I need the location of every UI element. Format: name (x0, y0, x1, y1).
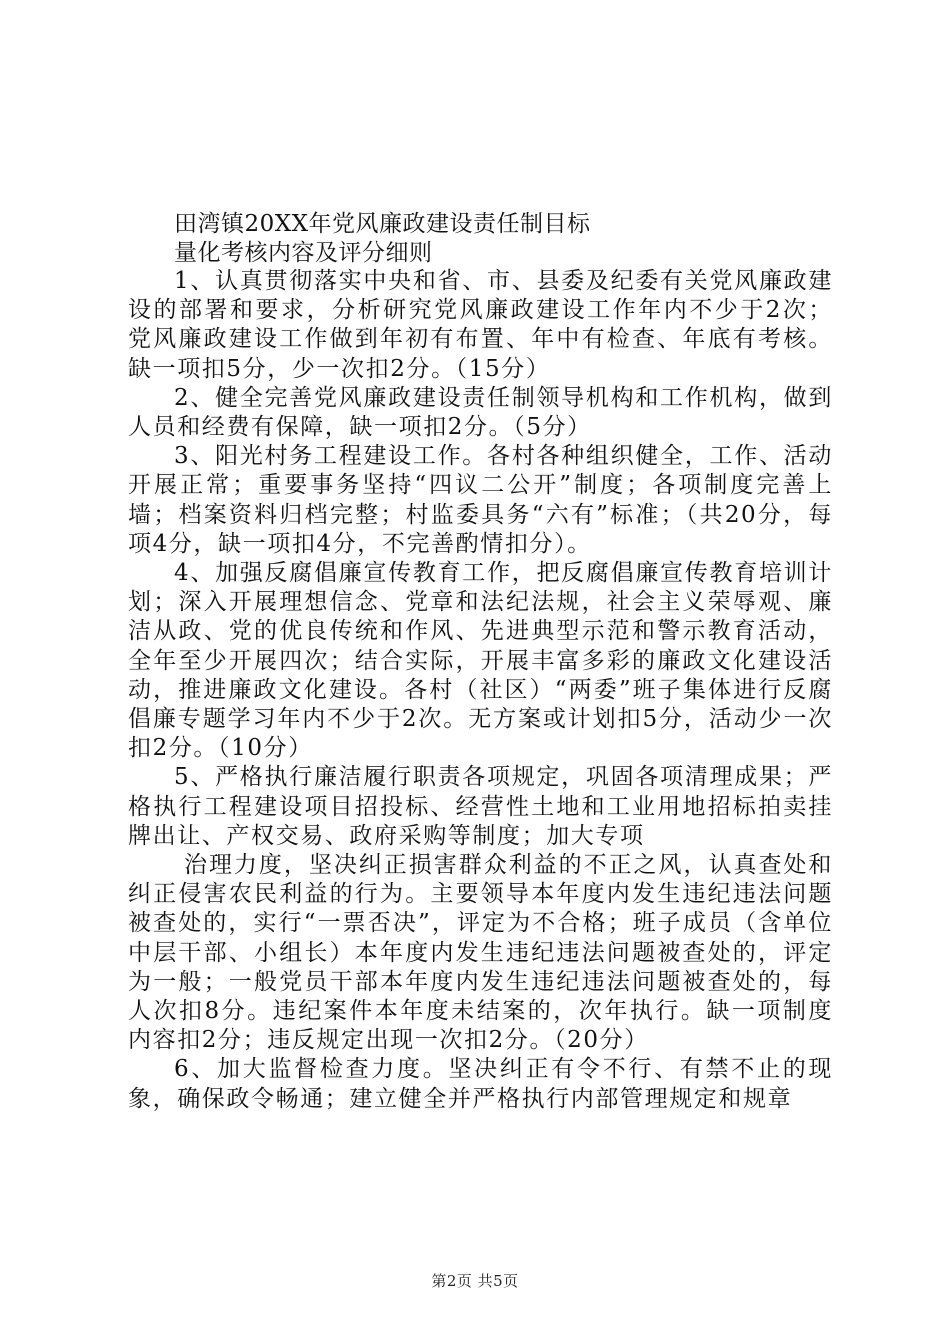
paragraph-item-1: 1、认真贯彻落实中央和省、市、县委及纪委有关党风廉政建设的部署和要求，分析研究党风廉政建设工作年内不少于2次；党风廉政建设工作做到年初有布置、年中有检查、年底有考核。缺一项扣5分，少一次扣2分。（15分） (128, 268, 833, 382)
paragraph-item-4: 4、加强反腐倡廉宣传教育工作，把反腐倡廉宣传教育培训计划；深入开展理想信念、党章和法纪法规，社会主义荣辱观、廉洁从政、党的优良传统和作风、先进典型示范和警示教育活动，全年至少开展四次；结合实际，开展丰富多彩的廉政文化建设活动，推进廉政文化建设。各村（社区）“两委”班子集体进行反腐倡廉专题学习年内不少于2次。无方案或计划扣5分，活动少一次扣2分。（10分） (128, 560, 833, 762)
page-number-footer: 第2页 共5页 (431, 1272, 519, 1290)
paragraph-item-2: 2、健全完善党风廉政建设责任制领导机构和工作机构，做到人员和经费有保障，缺一项扣2分。（5分） (128, 384, 833, 441)
document-title-line-2: 量化考核内容及评分细则 (174, 239, 433, 266)
paragraph-item-5-continued: 治理力度，坚决纠正损害群众利益的不正之风，认真查处和纠正侵害农民利益的行为。主要领导本年度内发生违纪违法问题被查处的，实行“一票否决”，评定为不合格；班子成员（含单位中层干部、小组长）本年度内发生违纪违法问题被查处的，评定为一般；一般党员干部本年度内发生违纪违法问题被查处的，每人次扣8分。违纪案件本年度未结案的，次年执行。缺一项制度内容扣2分；违反规定出现一次扣2分。（20分） (128, 852, 833, 1054)
document-body (128, 210, 833, 1114)
paragraph-item-5: 5、严格执行廉洁履行职责各项规定，巩固各项清理成果；严格执行工程建设项目招投标、经营性土地和工业用地招标拍卖挂牌出让、产权交易、政府采购等制度；加大专项 (128, 764, 833, 849)
document-title-line-1: 田湾镇20XX年党风廉政建设责任制目标 (174, 211, 591, 237)
paragraph-item-6: 6、加大监督检查力度。坚决纠正有令不行、有禁不止的现象，确保政令畅通；建立健全并严格执行内部管理规定和规章 (128, 1056, 833, 1112)
paragraph-item-3: 3、阳光村务工程建设工作。各村各种组织健全，工作、活动开展正常；重要事务坚持“四议二公开”制度；各项制度完善上墙；档案资料归档完整；村监委具务“六有”标准；（共20分，每项4分，缺一项扣4分，不完善酌情扣分）。 (128, 443, 833, 557)
